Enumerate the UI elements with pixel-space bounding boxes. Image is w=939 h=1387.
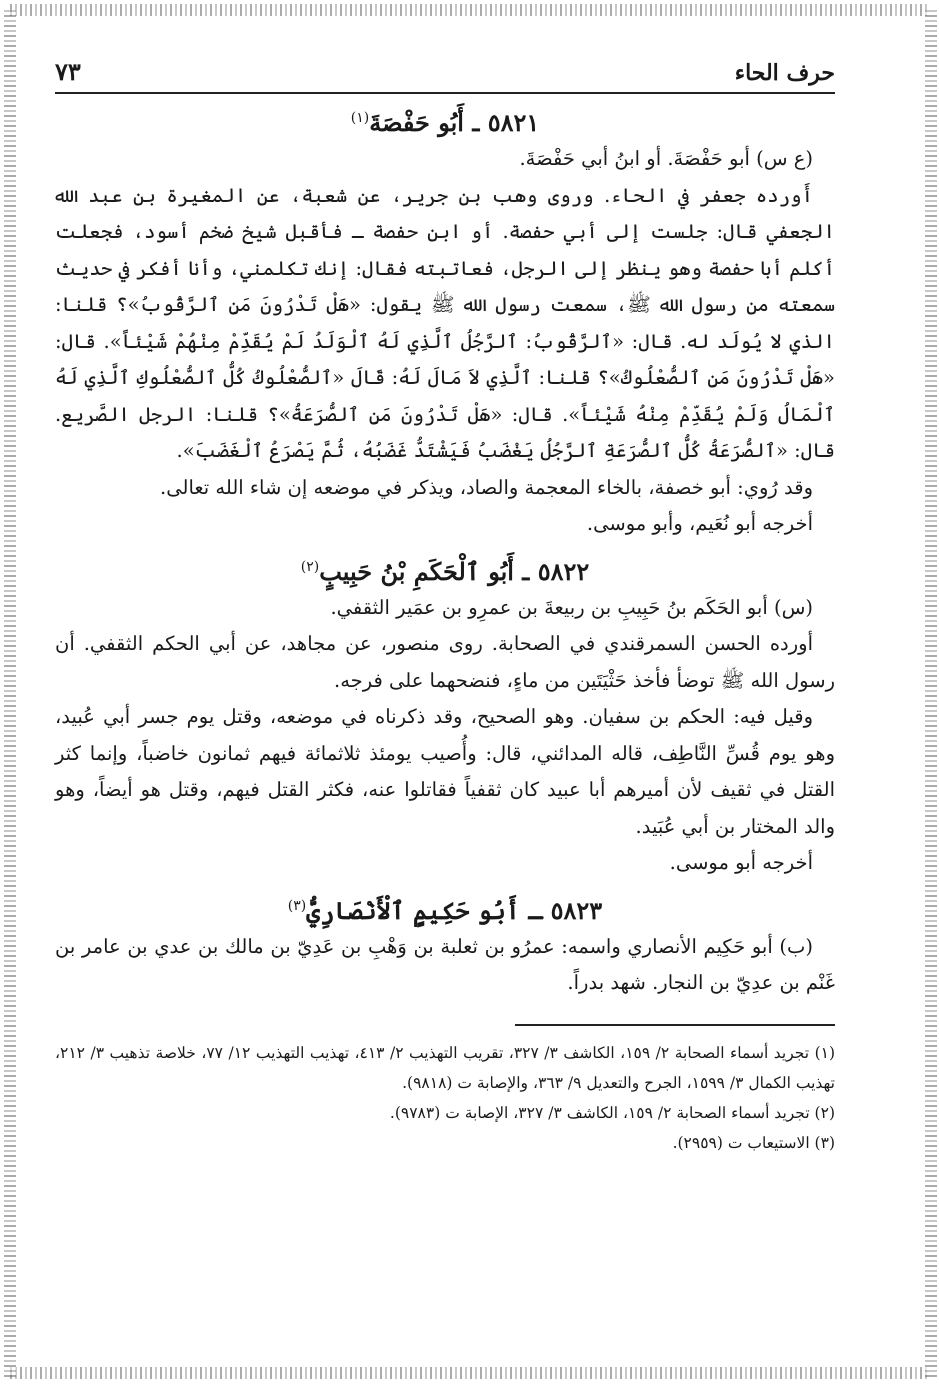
footnote: (١) تجريد أسماء الصحابة ٢/ ١٥٩، الكاشف ٣/ ٣٢٧، تقريب التهذيب ٢/ ٤١٣، تهذيب التهذيب ١٢/ ٧٧، خلاصة تذهيب ٣/ ٢١٢، تهذيب الكمال ٣/ ١٥٩٩، الجرح والتعديل ٩/ ٣٦٣، والإصابة ت (٩٨١٨). <box>55 1043 836 1092</box>
running-title: حرف الحاء <box>734 60 835 86</box>
entry-title <box>55 896 835 925</box>
entry-paragraph: أورده الحسن السمرقندي في الصحابة. روى منصور، عن مجاهد، عن أبي الحكم الثقفي. أن رسول الله ﷺ توضأ فأخذ حَثْيَتَين من ماءٍ، فنضحهما على فرجه. <box>55 632 835 692</box>
entry-heading: ٥٨٢٣ ـ أَبُو حَكِيمٍ ٱلْأَنْصَارِيُّ <box>306 895 603 925</box>
entry-paragraph: وقد رُوي: أبو خصفة، بالخاء المعجمة والصاد، ويذكر في موضعه إن شاء الله تعالى. <box>160 475 813 499</box>
footnote-separator <box>515 1024 835 1026</box>
page-number: ٧٣ <box>55 57 81 86</box>
entry-intro: (ع س) أبو حَفْصَةَ. أو ابنُ أبي حَفْصَةَ. <box>519 147 813 170</box>
entry-paragraph: وقيل فيه: الحكم بن سفيان. وهو الصحيح، وقد ذكرناه في موضعه، وقتل يوم جسر أبي عُبيد، وهو يوم قُسِّ النَّاطِف، قاله المدائني، قال: وأُصيب يومئذ ثلاثمائة فيهم ثمانون خاضباً، وإنما كثر القتل في ثقيف لأن أميرهم أبا عبيد كان ثقفياً فقاتلوا عنه، فكثر القتل فيهم، وقتل هو أيضاً، وهو والد المختار بن أبي عُبَيد. <box>55 705 835 838</box>
footnote: (٣) الاستيعاب ت (٢٩٥٩). <box>672 1133 835 1152</box>
footnote-ref: (١) <box>350 110 370 126</box>
entry-title <box>55 557 835 586</box>
page-border-left <box>4 10 16 1377</box>
book-page <box>55 52 835 1158</box>
page-border-right <box>925 10 937 1377</box>
page-border-top <box>10 4 929 16</box>
entry-intro: (س) أبو الحَكَم بنُ حَبِيبِ بن ربيعةَ بن عمرِو بن عمَير الثقفي. <box>330 595 813 619</box>
entry-paragraph: أَورده جعفر في الحاء. وروى وهب بن جرير، عن شعبة، عن المغيرة بن عبد الله الجعفي قال: جلست إلى أبي حفصة. أو ابن حفصة ـ فأقبل شيخ ضخم أسود، فجعلت أكلم أبا حفصة وهو ينظر إلى الرجل، فعاتبته فقال: إنك تكلمني، وأنا أفكر في حديث سمعته من رسول الله ﷺ، سمعت رسول الله ﷺ يقول: «هَلْ تَدْرُونَ مَنِ ٱلرَّقُوبُ»؟ قلنا: الذي لا يُولَد له. قال: «ٱلرَّقُوبُ: ٱلرَّجُلُ ٱلَّذِي لَهُ ٱلْوَلَدُ لَمْ يُقَدِّمْ مِنْهُمْ شَيْئاً». قال: «هَلْ تَدْرُونَ مَنِ ٱلصُّعْلُوكُ»؟ قلنا: ٱلَّذِي لاَ مَالَ لَهُ: قَالَ «ٱلصُّعْلُوكُ كُلُّ ٱلصُّعْلُوكِ ٱلَّذِي لَهُ ٱلْمَالُ وَلَمْ يُقَدِّمْ مِنْهُ شَيْئاً». قال: «هَلْ تَدْرُونَ مَنِ ٱلصُّرَعَةُ»؟ قلنا: الرجل الصَّريع. قال: «ٱلصُّرَعَةُ كُلُّ ٱلصُّرَعَةِ ٱلرَّجُلُ يَغْضَبُ فَيَشْتَدُّ غَضَبُهُ، ثُمَّ يَصْرَعُ ٱلْغَضَبَ». <box>55 183 835 462</box>
entry-intro: (ب) أبو حَكِيم الأنصاري واسمه: عمرُو بن ثعلبة بن وَهْبِ بن عَدِيّ بن مالك بن عدي بن عامر بن غَنْم بن عدِيّ بن النجار. شهد بدراً. <box>55 934 835 994</box>
entry-5821 <box>55 108 835 543</box>
entry-heading: ٥٨٢٢ ـ أَبُو ٱلْحَكَمِ بْنُ حَبِيبٍ <box>319 556 590 586</box>
entry-paragraph: أخرجه أبو موسى. <box>669 851 813 874</box>
footnote: (٢) تجريد أسماء الصحابة ٢/ ١٥٩، الكاشف ٣/ ٣٢٧، الإصابة ت (٩٧٨٣). <box>389 1103 835 1122</box>
running-header <box>55 52 835 94</box>
entry-paragraph: أخرجه أبو نُعَيم، وأبو موسى. <box>586 512 813 535</box>
entry-title <box>55 108 835 137</box>
entry-5823 <box>55 896 835 1002</box>
footnote-ref: (٣) <box>287 897 307 914</box>
entry-heading: ٥٨٢١ ـ أَبُو حَفْصَةَ <box>369 108 540 137</box>
page-border-bottom <box>10 1367 929 1379</box>
footnote-ref: (٢) <box>300 558 320 575</box>
entry-5822 <box>55 557 835 882</box>
footnotes <box>55 1038 835 1158</box>
